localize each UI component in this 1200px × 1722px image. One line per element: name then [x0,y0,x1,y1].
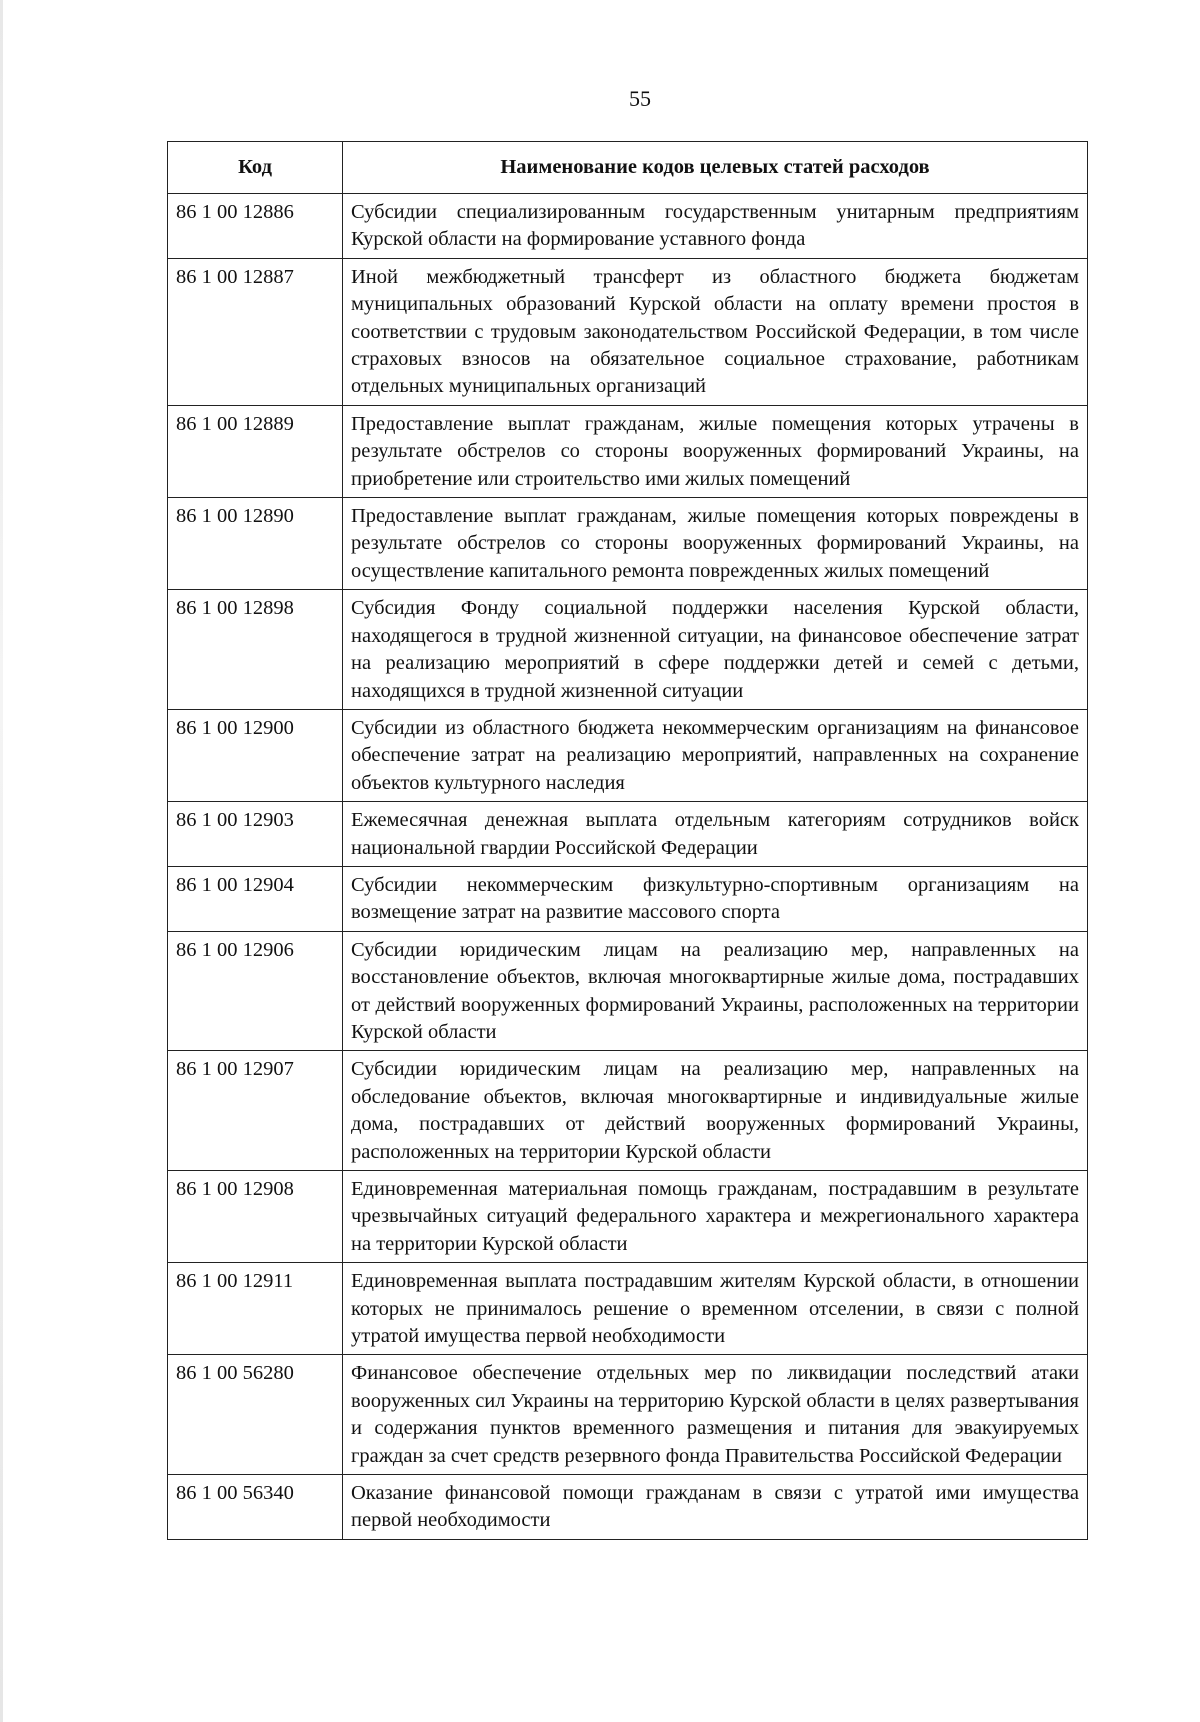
row-description: Предоставление выплат гражданам, жилые помещения которых утрачены в результате обстрелов со стороны вооруженных формирований Украины, на приобретение или строительство ими жилых помещений [343,405,1088,497]
row-description: Субсидии юридическим лицам на реализацию мер, направленных на обследование объектов, включая многоквартирные и индивидуальные жилые дома, пострадавших от действий вооруженных формирований Украины, расположенных на территории Курской области [343,1051,1088,1171]
table-row [168,1051,1088,1171]
column-header-code: Код [168,142,343,194]
row-code: 86 1 00 12908 [168,1171,343,1263]
row-description: Ежемесячная денежная выплата отдельным категориям сотрудников войск национальной гвардии Российской Федерации [343,802,1088,867]
table-row [168,590,1088,710]
table-row [168,405,1088,497]
row-code: 86 1 00 56340 [168,1475,343,1540]
scan-edge [0,0,3,1722]
table-row [168,498,1088,590]
row-code: 86 1 00 12890 [168,498,343,590]
row-description: Иной межбюджетный трансферт из областного бюджета бюджетам муниципальных образований Курской области на оплату времени простоя в соответствии с трудовым законодательством Российской Федерации, в том числе страховых взносов на обязательное социальное страхование, работникам отдельных муниципальных организаций [343,258,1088,405]
table-row [168,931,1088,1051]
row-code: 86 1 00 12903 [168,802,343,867]
row-code: 86 1 00 12906 [168,931,343,1051]
row-code: 86 1 00 12887 [168,258,343,405]
row-code: 86 1 00 12889 [168,405,343,497]
table-row [168,1171,1088,1263]
row-description: Субсидии юридическим лицам на реализацию мер, направленных на восстановление объектов, включая многоквартирные жилые дома, пострадавших от действий вооруженных формирований Украины, расположенных на территории Курской области [343,931,1088,1051]
row-description: Финансовое обеспечение отдельных мер по ликвидации последствий атаки вооруженных сил Украины на территорию Курской области в целях развертывания и содержания пунктов временного размещения и питания для эвакуируемых граждан за счет средств резервного фонда Правительства Российской Федерации [343,1355,1088,1475]
budget-codes-table [167,141,1088,1540]
row-code: 86 1 00 12907 [168,1051,343,1171]
table-row [168,866,1088,931]
row-description: Субсидии специализированным государственным унитарным предприятиям Курской области на формирование уставного фонда [343,194,1088,259]
table-row [168,802,1088,867]
row-code: 86 1 00 56280 [168,1355,343,1475]
row-description: Единовременная выплата пострадавшим жителям Курской области, в отношении которых не принималось решение о временном отселении, в связи с полной утратой имущества первой необходимости [343,1263,1088,1355]
table-row [168,709,1088,801]
column-header-name: Наименование кодов целевых статей расходов [343,142,1088,194]
table-row [168,1475,1088,1540]
row-code: 86 1 00 12886 [168,194,343,259]
table-row [168,1355,1088,1475]
row-code: 86 1 00 12904 [168,866,343,931]
table-row [168,258,1088,405]
table-header-row [168,142,1088,194]
row-description: Оказание финансовой помощи гражданам в связи с утратой ими имущества первой необходимости [343,1475,1088,1540]
page-number: 55 [629,86,651,111]
row-description: Единовременная материальная помощь гражданам, пострадавшим в результате чрезвычайных ситуаций федерального характера и межрегионального характера на территории Курской области [343,1171,1088,1263]
row-code: 86 1 00 12898 [168,590,343,710]
table-row [168,1263,1088,1355]
row-code: 86 1 00 12911 [168,1263,343,1355]
row-code: 86 1 00 12900 [168,709,343,801]
row-description: Субсидия Фонду социальной поддержки населения Курской области, находящегося в трудной жизненной ситуации, на финансовое обеспечение затрат на реализацию мероприятий в сфере поддержки детей и семей с детьми, находящихся в трудной жизненной ситуации [343,590,1088,710]
row-description: Предоставление выплат гражданам, жилые помещения которых повреждены в результате обстрелов со стороны вооруженных формирований Украины, на осуществление капитального ремонта поврежденных жилых помещений [343,498,1088,590]
row-description: Субсидии из областного бюджета некоммерческим организациям на финансовое обеспечение затрат на реализацию мероприятий, направленных на сохранение объектов культурного наследия [343,709,1088,801]
row-description: Субсидии некоммерческим физкультурно-спортивным организациям на возмещение затрат на развитие массового спорта [343,866,1088,931]
table-row [168,194,1088,259]
